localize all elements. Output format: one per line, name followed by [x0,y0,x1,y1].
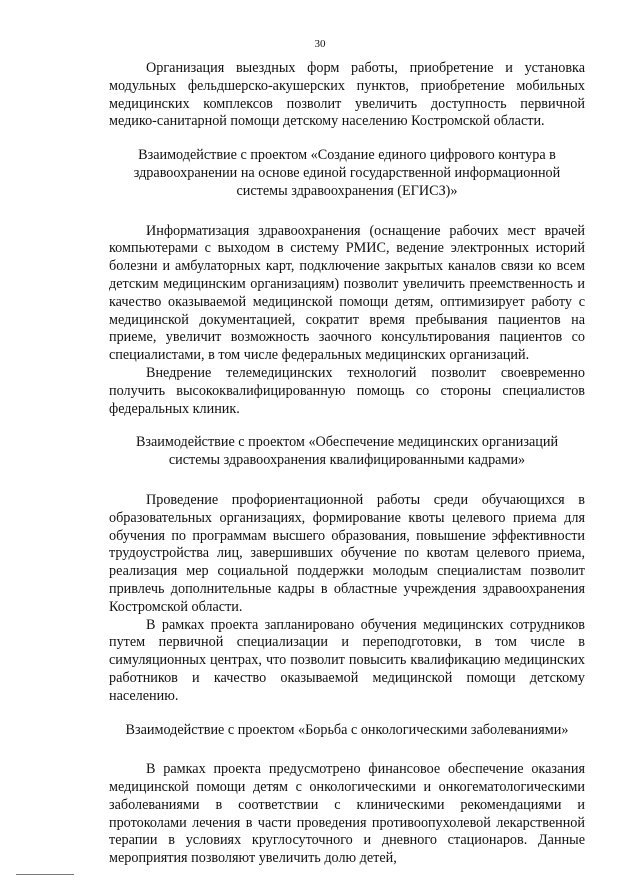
document-body [109,60,585,868]
spacer [109,706,585,722]
intro-paragraph: Организация выездных форм работы, приобретение и установка модульных фельдшерско-акушерских пунктов, приобретение мобильных медицинских комплексов позволит увеличить доступность первичной медико-санитарной помощи детскому населению Костромской области. [109,60,585,130]
spacer [109,418,585,434]
egisz-paragraph-1: Информатизация здравоохранения (оснащение рабочих мест врачей компьютерами с выходом в систему РМИС, ведение электронных историй болезни и амбулаторных карт, подключение закрытых каналов связи ко всем детским медицинским организациям) позволит увеличить преемственность и качество оказываемой медицинской помощи детям, оптимизирует работу с медицинской документацией, сократит время пребывания пациентов на приеме, увеличит возможность заочного консультирования пациентов со специалистами, в том числе федеральных медицинских организаций. [109,222,585,364]
footer-divider [16,874,74,875]
staff-paragraph-1: Проведение профориентационной работы среди обучающихся в образовательных организациях, формирование квоты целевого приема для обучения по программам высшего образования, повышение эффективности трудоустройства лиц, завершивших обучение по квотам целевого приема, реализация мер социальной поддержки молодым специалистам позволит привлечь дополнительные кадры в областные учреждения здравоохранения Костромской области. [109,491,585,615]
page-number: 30 [314,38,326,50]
section-heading-egisz: Взаимодействие с проектом «Создание единого цифрового контура в здравоохранении на основе единой государственной информационной системы здравоохранения (ЕГИСЗ)» [133,147,561,199]
section-heading-oncology: Взаимодействие с проектом «Борьба с онкологическими заболеваниями» [125,721,569,738]
spacer [109,131,585,147]
spacer [109,470,585,492]
spacer [109,739,585,761]
staff-paragraph-2: В рамках проекта запланировано обучения медицинских сотрудников путем первичной специализации и переподготовки, в том числе в симуляционных центрах, что позволит повысить квалификацию медицинских работников и качество оказываемой медицинской помощи детскому населению. [109,616,585,704]
egisz-paragraph-2: Внедрение телемедицинских технологий позволит своевременно получить высококвалифицированную помощь со стороны специалистов федеральных клиник. [109,364,585,417]
oncology-paragraph: В рамках проекта предусмотрено финансовое обеспечение оказания медицинской помощи детям с онкологическими и онкогематологическими заболеваниями в соответствии с клиническими рекомендациями и протоколами лечения в части проведения противоопухолевой лекарственной терапии в условиях круглосуточного и дневного стационаров. Данные мероприятия позволяют увеличить долю детей, [109,761,585,867]
spacer [109,201,585,223]
section-heading-staff: Взаимодействие с проектом «Обеспечение медицинских организаций системы здравоохранения квалифицированными кадрами» [135,434,559,469]
